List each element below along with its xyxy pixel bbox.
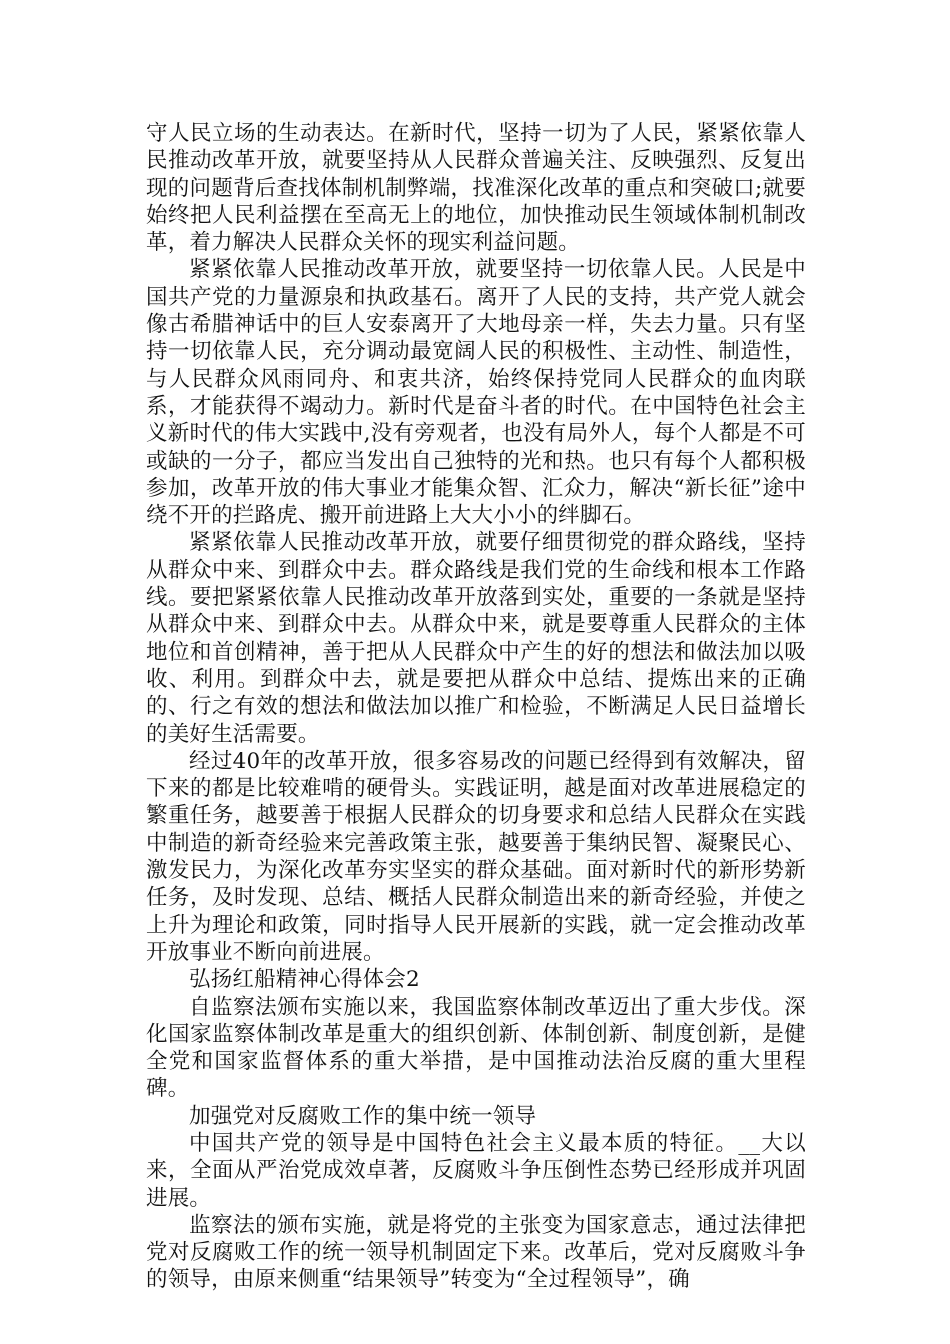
paragraph: 经过40年的改革开放，很多容易改的问题已经得到有效解决，留下来的都是比较难啃的硬骨头。实践证明，越是面对改革进展稳定的繁重任务，越要善于根据人民群众的切身要求和总结人民群众在实践中制造的新奇经验来完善政策主张，越要善于集纳民智、凝聚民心、激发民力，为深化改革夯实坚实的群众基础。面对新时代的新形势新任务，及时发现、总结、概括人民群众制造出来的新奇经验，并使之上升为理论和政策，同时指导人民开展新的实践，就一定会推动改革开放事业不断向前进展。: [146, 748, 806, 965]
paragraph: 紧紧依靠人民推动改革开放，就要坚持一切依靠人民。人民是中国共产党的力量源泉和执政基石。离开了人民的支持，共产党人就会像古希腊神话中的巨人安泰离开了大地母亲一样，失去力量。只有坚持一切依靠人民，充分调动最宽阔人民的积极性、主动性、制造性，与人民群众风雨同舟、和衷共济，始终保持党同人民群众的血肉联系，才能获得不竭动力。新时代是奋斗者的时代。在中国特色社会主义新时代的伟大实践中,没有旁观者，也没有局外人，每个人都是不可或缺的一分子，都应当发出自己独特的光和热。也只有每个人都积极参加，改革开放的伟大事业才能集众智、汇众力，解决“新长征”途中绕不开的拦路虎、搬开前进路上大大小小的绊脚石。: [146, 257, 806, 529]
section-heading: 弘扬红船精神心得体会2: [189, 967, 420, 993]
document-body: [146, 120, 806, 1294]
paragraph: 中国共产党的领导是中国特色社会主义最本质的特征。__大以来，全面从严治党成效卓著，反腐败斗争压倒性态势已经形成并巩固进展。: [146, 1130, 806, 1211]
paragraph: 监察法的颁布实施，就是将党的主张变为国家意志，通过法律把党对反腐败工作的统一领导机制固定下来。改革后，党对反腐败斗争的领导，由原来侧重“结果领导”转变为“全过程领导”，确: [146, 1212, 806, 1293]
paragraph: 自监察法颁布实施以来，我国监察体制改革迈出了重大步伐。深化国家监察体制改革是重大的组织创新、体制创新、制度创新，是健全党和国家监督体系的重大举措，是中国推动法治反腐的重大里程碑。: [146, 994, 806, 1102]
section-heading: 加强党对反腐败工作的集中统一领导: [189, 1103, 537, 1129]
paragraph: 紧紧依靠人民推动改革开放，就要仔细贯彻党的群众路线，坚持从群众中来、到群众中去。群众路线是我们党的生命线和根本工作路线。要把紧紧依靠人民推动改革开放落到实处，重要的一条就是坚持从群众中来、到群众中去。从群众中来，就是要尊重人民群众的主体地位和首创精神，善于把从人民群众中产生的好的想法和做法加以吸收、利用。到群众中去，就是要把从群众中总结、提炼出来的正确的、行之有效的想法和做法加以推广和检验，不断满足人民日益增长的美好生活需要。: [146, 530, 806, 747]
paragraph-continued: 守人民立场的生动表达。在新时代，坚持一切为了人民，紧紧依靠人民推动改革开放，就要坚持从人民群众普遍关注、反映强烈、反复出现的问题背后查找体制机制弊端，找准深化改革的重点和突破口;就要始终把人民利益摆在至高无上的地位，加快推动民生领域体制机制改革，着力解决人民群众关怀的现实利益问题。: [146, 121, 806, 256]
